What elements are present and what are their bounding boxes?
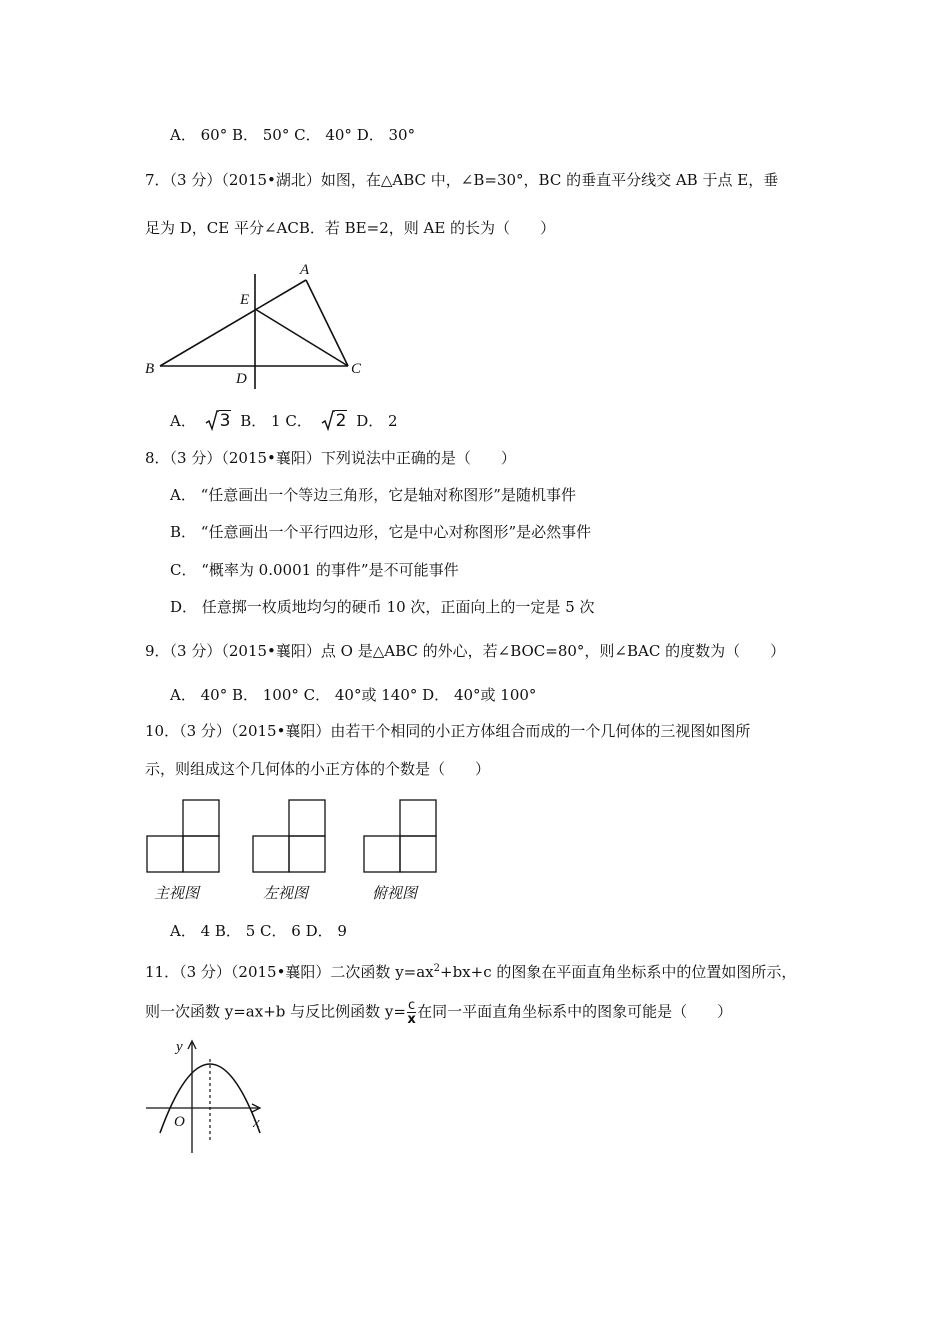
q8-option-a: A． “任意画出一个等边三角形，它是轴对称图形”是随机事件 [170,486,576,504]
fraction-numerator: c [407,998,416,1013]
exponent: 2 [433,963,441,974]
radicand-3: 3 [219,411,231,431]
q8-option-c: C． “概率为 0.0001 的事件”是不可能事件 [170,561,459,579]
q7-opt-bc: B． 1 C． [240,412,312,430]
q11-line2-pre: 则一次函数 y=ax+b 与反比例函数 y= [145,1002,406,1021]
q11-stem-line2 [145,999,732,1026]
q7-stem-line2: 足为 D，CE 平分∠ACB．若 BE=2，则 AE 的长为（ ） [145,219,556,237]
fraction-c-over-x [407,999,416,1026]
radical-sign-icon [205,410,219,432]
q10-three-views-figure [140,798,450,908]
caption-left-view: 左视图 [263,886,309,902]
label-c: C [351,361,362,377]
q7-options [170,410,398,432]
caption-top-view: 俯视图 [372,886,418,902]
q7-opt-d: D． 2 [356,412,398,430]
q11-parabola-graph [140,1035,275,1160]
q10-stem-line2: 示，则组成这个几何体的小正方体的个数是（ ） [145,760,491,778]
q7-triangle-figure [140,258,380,393]
radical-sign-icon [321,410,335,432]
top-view [364,800,436,872]
q6-options: A． 60° B． 50° C． 40° D． 30° [170,126,416,144]
label-e: E [240,292,250,308]
label-b: B [145,361,155,377]
q7-stem-line1: 7．（3 分）（2015•湖北）如图，在△ABC 中，∠B=30°，BC 的垂直平分线交 AB 于点 E，垂 [145,171,779,189]
sqrt3-expression [205,410,232,432]
origin-label: O [174,1114,185,1130]
caption-front-view: 主视图 [154,886,200,902]
q11-line1-post: +bx+c 的图象在平面直角坐标系中的位置如图所示， [440,963,797,981]
side-ba [160,280,306,366]
q8-stem: 8．（3 分）（2015•襄阳）下列说法中正确的是（ ） [145,449,516,467]
label-a: A [300,262,310,278]
q7-opt-a: A． [170,412,196,430]
left-view [253,800,325,872]
q9-stem: 9．（3 分）（2015•襄阳）点 O 是△ABC 的外心，若∠BOC=80°，则∠BAC 的度数为（ ） [145,642,786,660]
q11-stem-line1 [145,959,796,982]
q10-options: A． 4 B． 5 C． 6 D． 9 [170,922,347,940]
q8-option-d: D． 任意掷一枚质地均匀的硬币 10 次，正面向上的一定是 5 次 [170,598,595,616]
q8-option-b: B． “任意画出一个平行四边形，它是中心对称图形”是必然事件 [170,523,592,541]
q11-line2-post: 在同一平面直角坐标系中的图象可能是（ ） [417,1002,733,1021]
fraction-denominator: x [407,1012,416,1027]
q9-options: A． 40° B． 100° C． 40°或 140° D． 40°或 100° [170,686,537,704]
label-d: D [236,371,247,387]
axis-label-x: x [253,1115,260,1131]
q10-stem-line1: 10．（3 分）（2015•襄阳）由若干个相同的小正方体组合而成的一个几何体的三视图如图所 [145,722,751,740]
front-view [147,800,219,872]
radicand-2: 2 [335,411,347,431]
sqrt2-expression [321,410,348,432]
axis-label-y: y [176,1039,183,1055]
q11-line1-pre: 11．（3 分）（2015•襄阳）二次函数 y=ax [145,963,434,981]
